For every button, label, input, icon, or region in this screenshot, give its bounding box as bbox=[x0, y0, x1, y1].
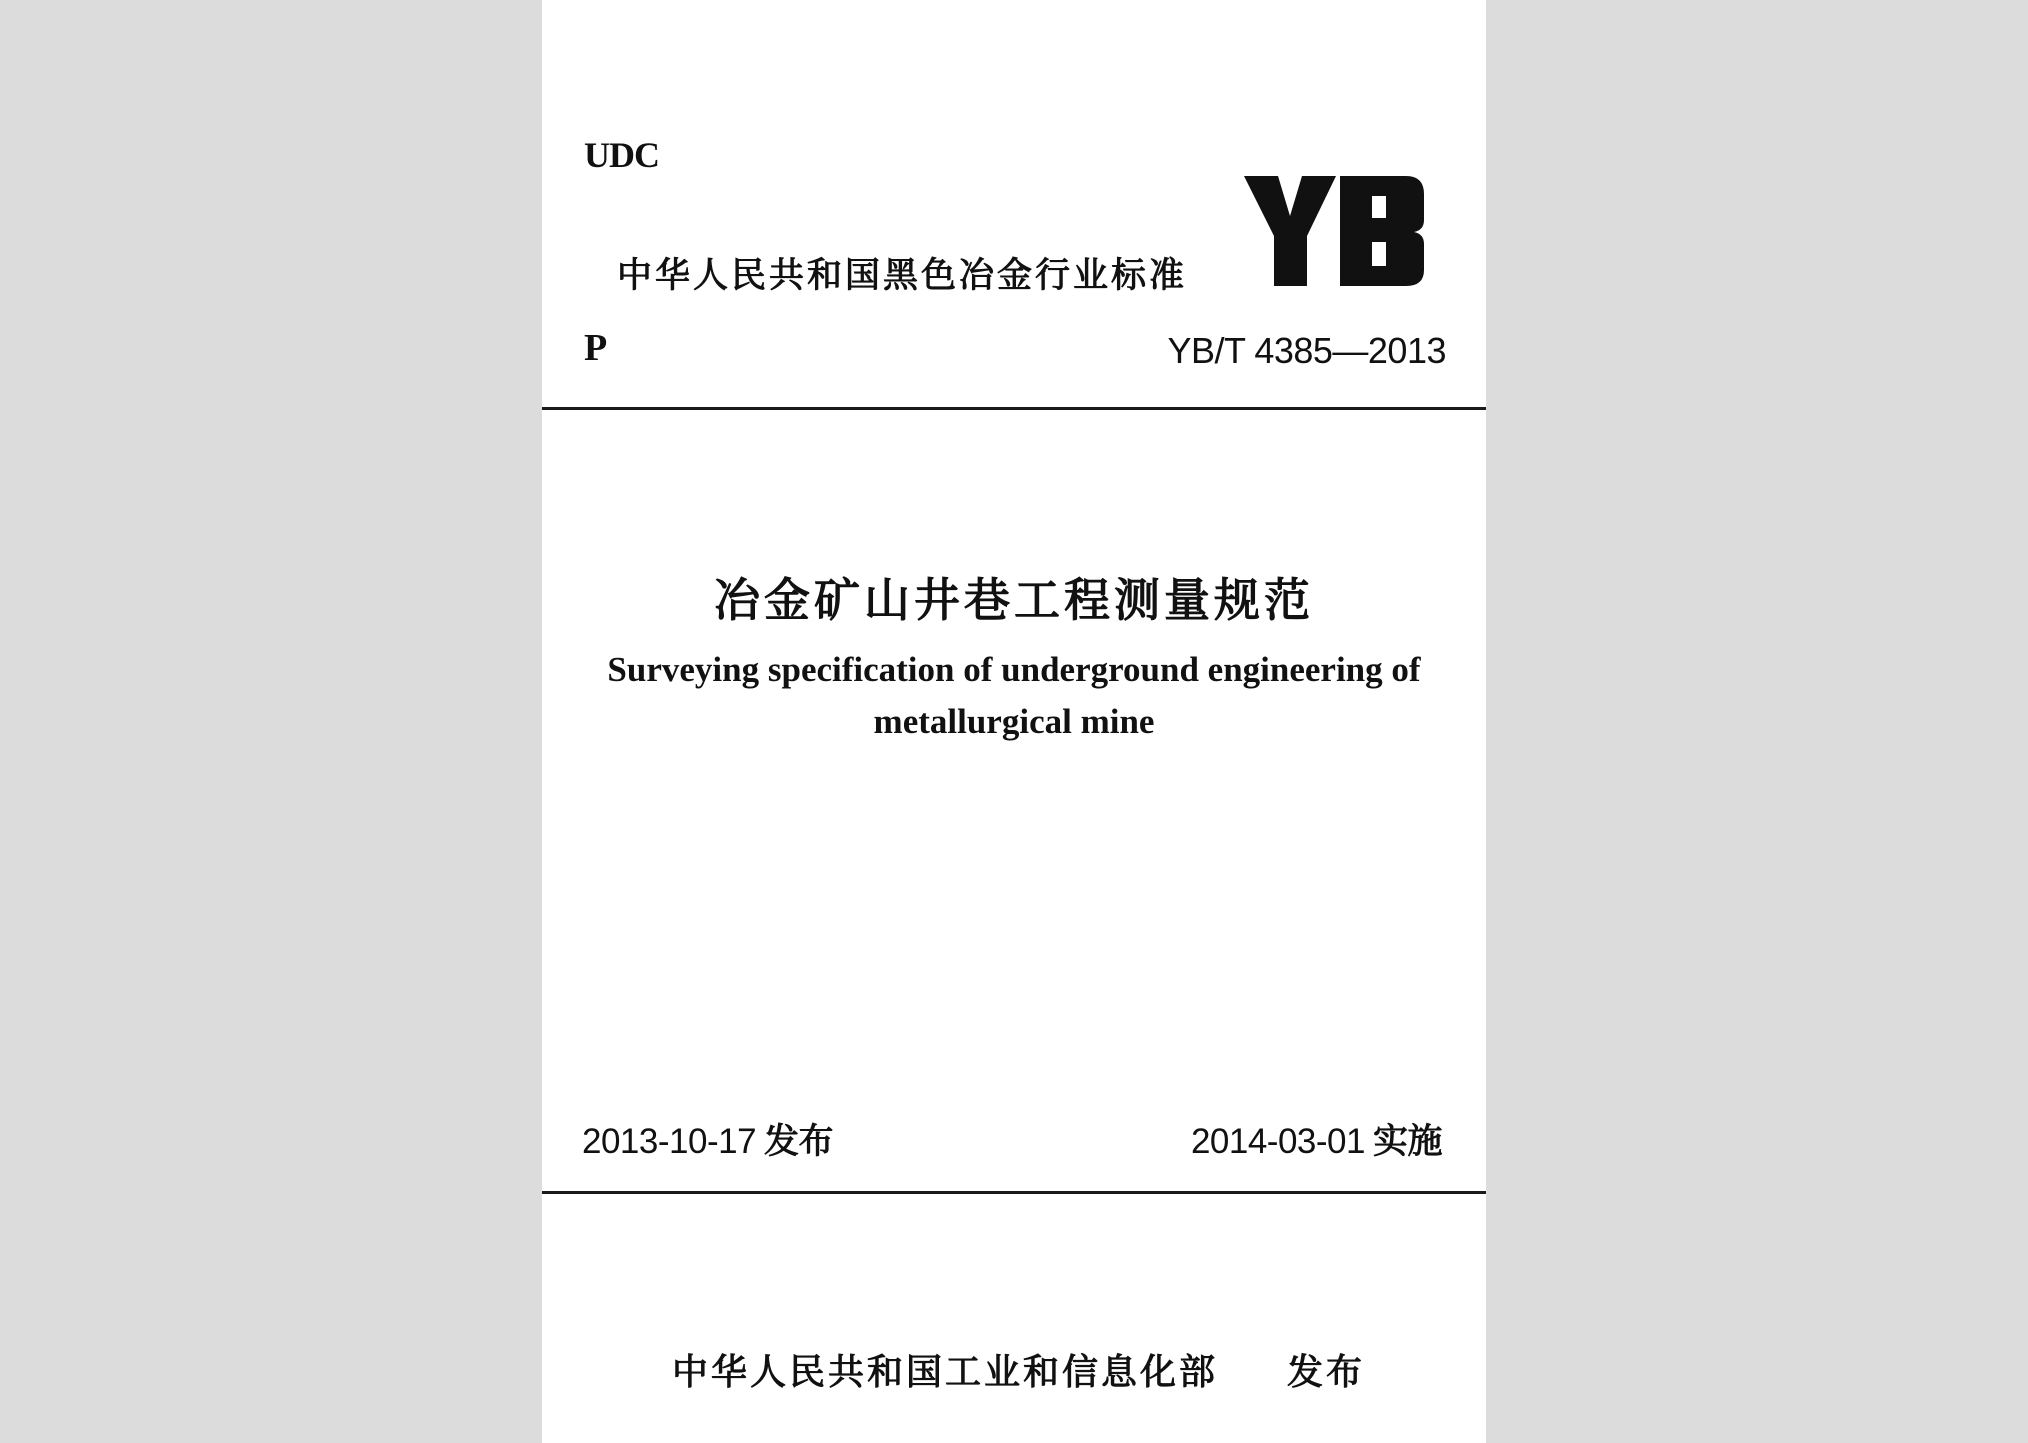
standard-cover-page bbox=[542, 0, 1486, 1443]
standard-number: YB/T 4385—2013 bbox=[1167, 330, 1446, 371]
title-english-line-2: metallurgical mine bbox=[873, 702, 1155, 741]
title-chinese: 冶金矿山井巷工程测量规范 bbox=[714, 573, 1314, 627]
implementation-date bbox=[1191, 1114, 1442, 1164]
title-english-line-1: Surveying specification of underground engineering of bbox=[607, 650, 1421, 689]
issue-date-value: 2013-10-17 bbox=[582, 1122, 757, 1161]
title-english bbox=[542, 644, 1486, 748]
classification-code: P bbox=[584, 327, 608, 369]
industry-standard-title: 中华人民共和国黑色冶金行业标准 bbox=[617, 256, 1188, 296]
publisher-name: 中华人民共和国工业和信息化部 bbox=[672, 1352, 1219, 1393]
implementation-date-value: 2014-03-01 bbox=[1190, 1122, 1365, 1161]
publish-label: 发布 bbox=[1287, 1352, 1366, 1393]
bottom-divider bbox=[542, 1191, 1486, 1194]
implementation-label: 实施 bbox=[1372, 1122, 1442, 1162]
issue-date bbox=[582, 1114, 833, 1164]
top-divider bbox=[542, 407, 1486, 410]
udc-label: UDC bbox=[584, 135, 659, 175]
issue-label: 发布 bbox=[764, 1122, 834, 1162]
yb-logo bbox=[1244, 176, 1426, 292]
